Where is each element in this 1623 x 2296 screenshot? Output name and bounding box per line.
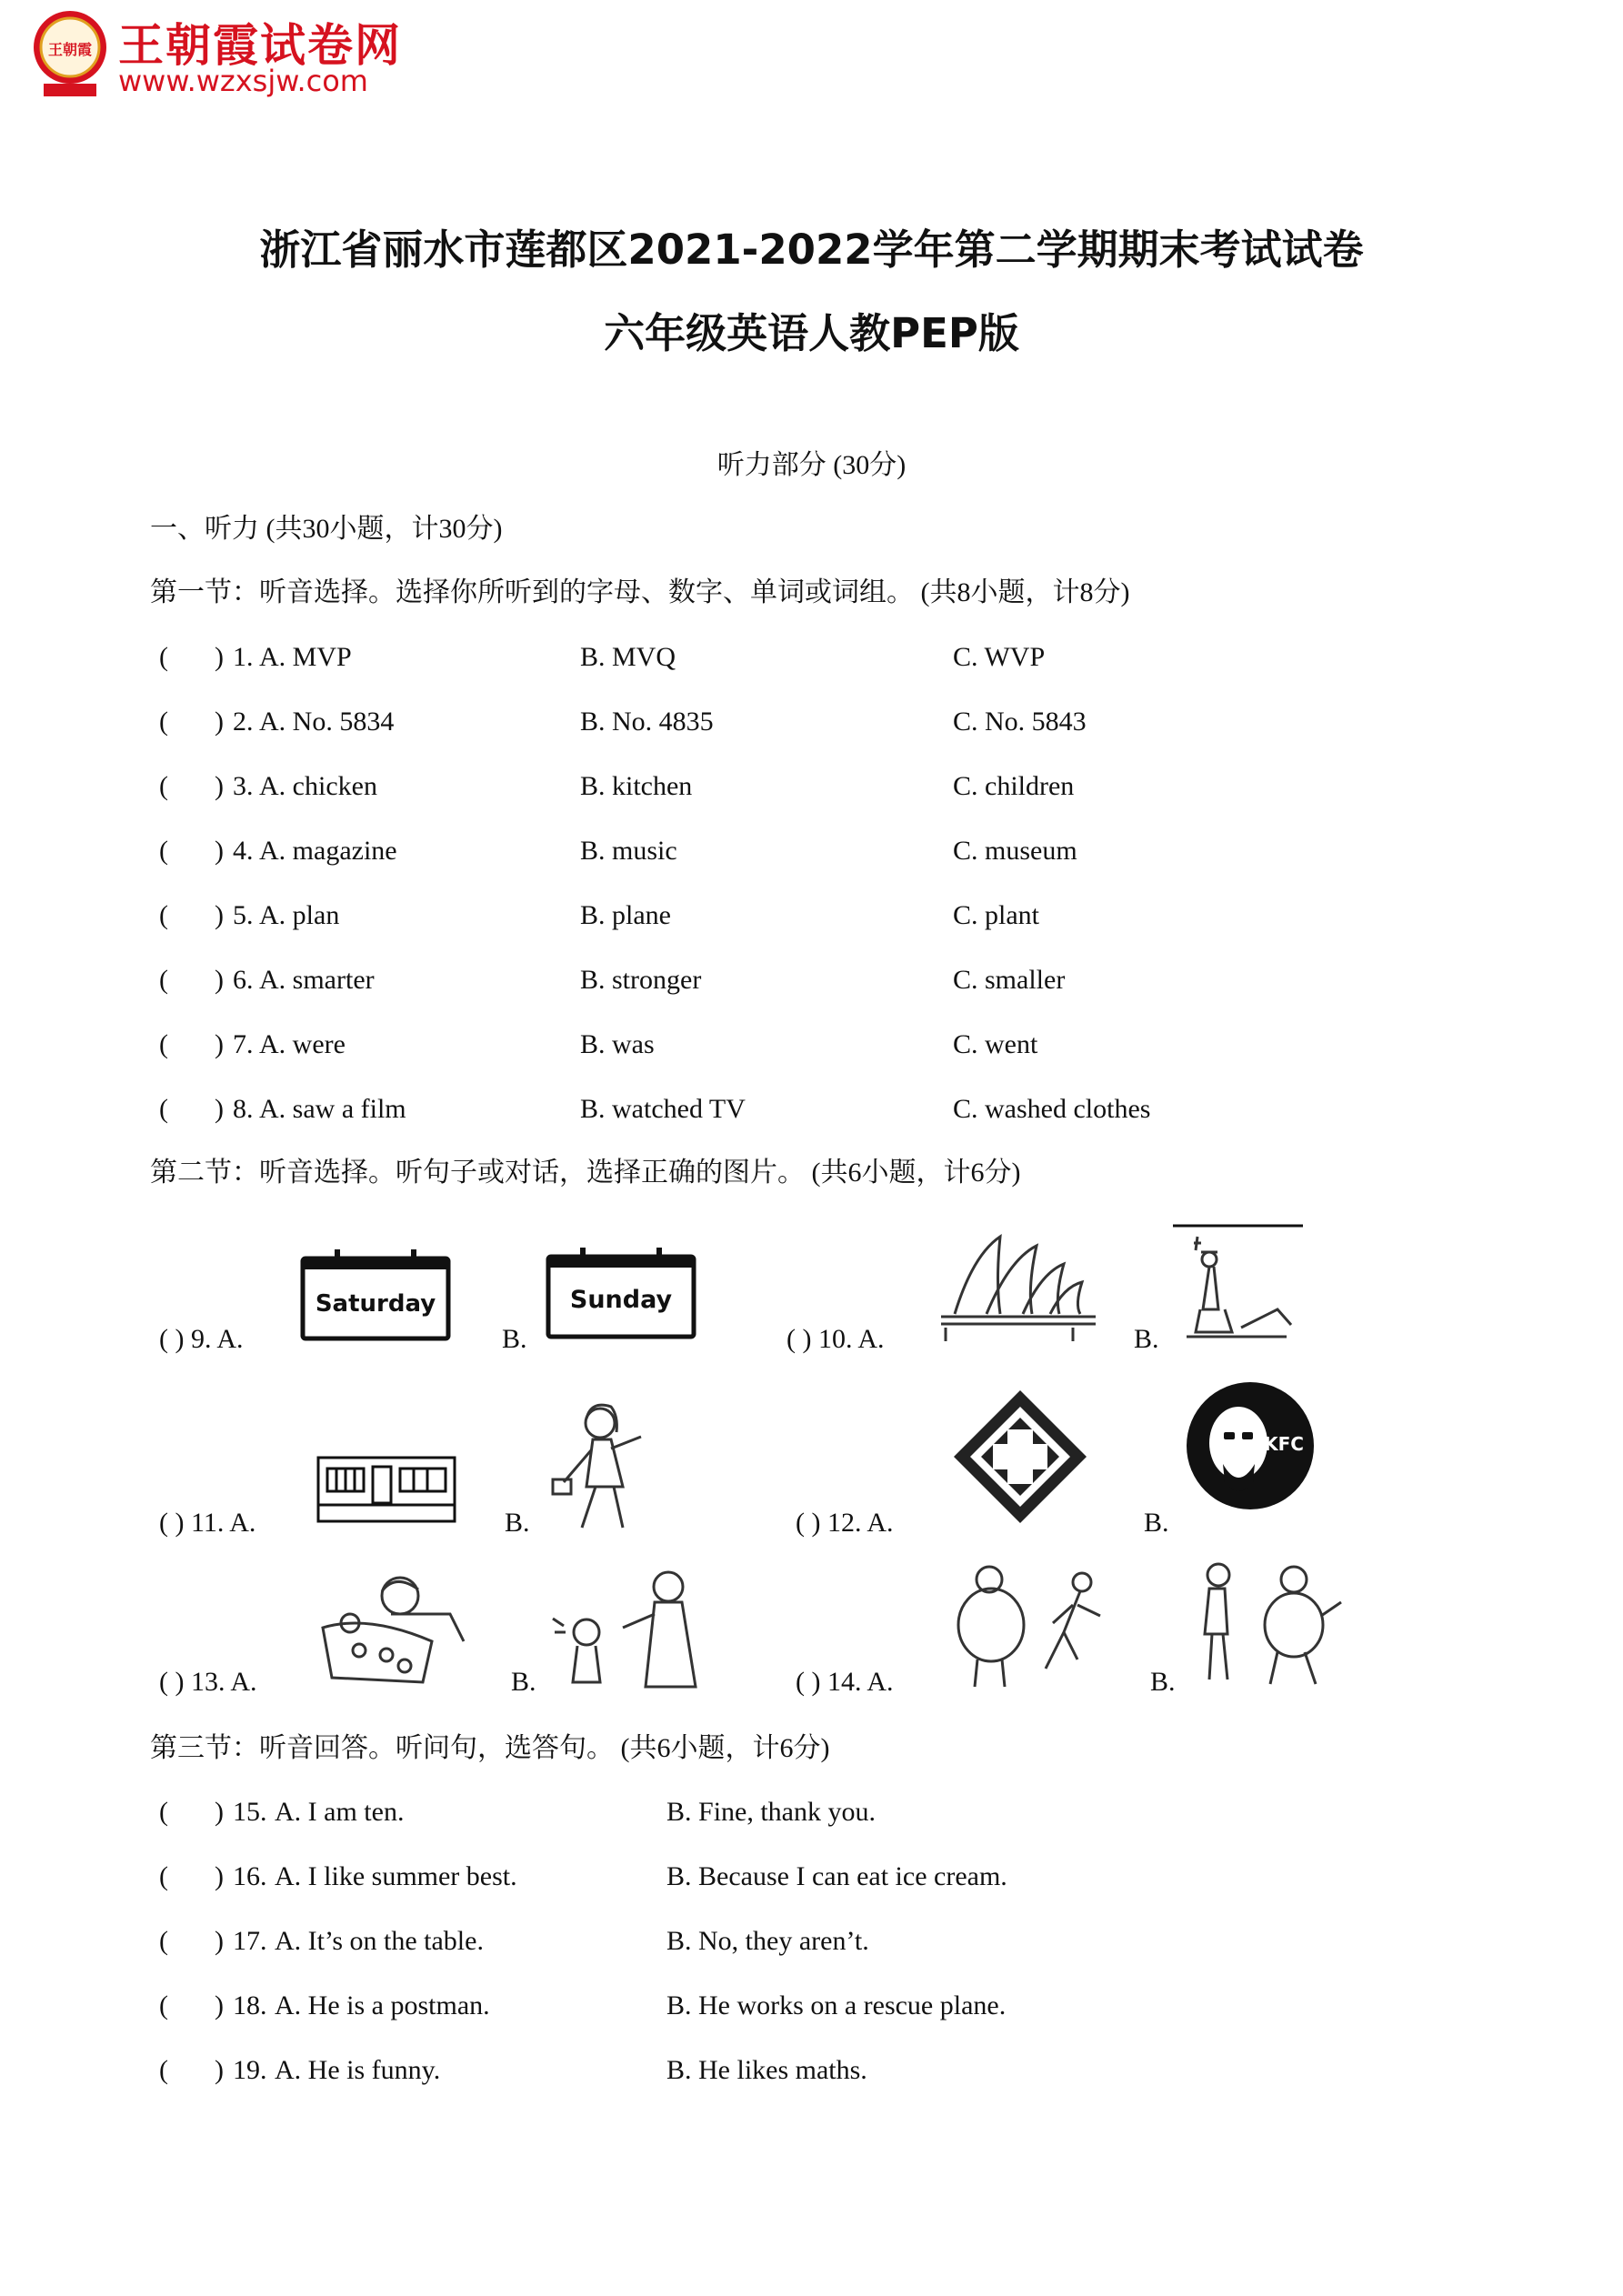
calendar-sunday-picture: [546, 1246, 698, 1341]
brand-url[interactable]: www.wzxsjw.com: [118, 64, 368, 98]
picture-question-label[interactable]: ( ) 14. A.: [796, 1667, 894, 1697]
answer-paren-open[interactable]: (: [159, 1861, 168, 1891]
part2-heading: 第二节：听音选择。听句子或对话，选择正确的图片。 (共6小题，计6分): [150, 1158, 1021, 1188]
option-b: B. He works on a rescue plane.: [666, 1990, 1007, 2020]
question-number: 19.: [233, 2055, 267, 2085]
answer-paren-open[interactable]: (: [159, 965, 168, 995]
question-number: 4.: [233, 836, 254, 866]
answer-paren-open[interactable]: (: [159, 707, 168, 737]
brand-name: 王朝霞试卷网: [118, 19, 402, 72]
answer-paren-close: ): [215, 900, 224, 930]
question-number: 18.: [233, 1990, 267, 2020]
answer-paren-open[interactable]: (: [159, 1797, 168, 1827]
answer-paren-close: ): [215, 1990, 224, 2020]
answer-paren-close: ): [215, 965, 224, 995]
answer-paren-open[interactable]: (: [159, 900, 168, 930]
question-number: 15.: [233, 1797, 267, 1827]
option-b-label[interactable]: B.: [505, 1508, 530, 1538]
option-b: B. Because I can eat ice cream.: [666, 1861, 1007, 1891]
answer-paren-open[interactable]: (: [159, 1990, 168, 2020]
statue-of-liberty-picture: [1168, 1223, 1305, 1346]
option-b: B. watched TV: [580, 1094, 746, 1124]
picture-question-label[interactable]: ( ) 9. A.: [159, 1324, 244, 1354]
question-number: 5.: [233, 900, 254, 930]
question-number: 1.: [233, 642, 254, 672]
answer-paren-open[interactable]: (: [159, 1029, 168, 1059]
mother-child-bed-picture: [314, 1564, 473, 1691]
option-a: A. plan: [259, 900, 340, 930]
question-number: 7.: [233, 1029, 254, 1059]
option-a: A. chicken: [259, 771, 377, 801]
answer-paren-open[interactable]: (: [159, 1926, 168, 1956]
site-logo: [27, 7, 409, 103]
kfc-text: KFC: [1264, 1433, 1304, 1455]
option-a: A. He is a postman.: [275, 1990, 490, 2020]
hospital-cross-picture: [950, 1387, 1091, 1528]
option-b: B. stronger: [580, 965, 702, 995]
answer-paren-close: ): [215, 836, 224, 866]
calendar-saturday-picture: [300, 1248, 453, 1343]
option-b: B. No, they aren’t.: [666, 1926, 869, 1956]
answer-paren-close: ): [215, 1926, 224, 1956]
option-a: A. smarter: [259, 965, 375, 995]
mother-scolding-child-picture: [546, 1564, 718, 1691]
option-c: C. children: [953, 771, 1075, 801]
thin-man-and-woman-picture: [1187, 1557, 1350, 1691]
answer-paren-open[interactable]: (: [159, 2055, 168, 2085]
option-a: A. It’s on the table.: [275, 1926, 484, 1956]
option-b: B. kitchen: [580, 771, 693, 801]
option-a: A. saw a film: [259, 1094, 406, 1124]
option-c: C. No. 5843: [953, 707, 1087, 737]
picture-question-label[interactable]: ( ) 10. A.: [786, 1324, 885, 1354]
option-b: B. MVQ: [580, 642, 676, 672]
picture-question-label[interactable]: ( ) 11. A.: [159, 1508, 256, 1538]
option-a: A. I am ten.: [275, 1797, 405, 1827]
exam-title: 浙江省丽水市莲都区2021-2022学年第二学期期末考试试卷: [259, 226, 1364, 274]
answer-paren-close: ): [215, 642, 224, 672]
sydney-opera-house-picture: [937, 1228, 1100, 1346]
answer-paren-open[interactable]: (: [159, 642, 168, 672]
section-one-heading: 一、听力 (共30小题，计30分): [150, 514, 503, 544]
kfc-logo-picture: [1182, 1378, 1318, 1519]
question-number: 2.: [233, 707, 254, 737]
train-picture: [314, 1450, 459, 1528]
question-number: 8.: [233, 1094, 254, 1124]
option-c: C. plant: [953, 900, 1039, 930]
option-b: B. music: [580, 836, 677, 866]
option-b: B. plane: [580, 900, 671, 930]
seal-text: 王朝霞: [47, 41, 93, 58]
picture-question-label[interactable]: ( ) 13. A.: [159, 1667, 257, 1697]
part3-heading: 第三节：听音回答。听问句，选答句。 (共6小题，计6分): [150, 1733, 830, 1763]
woman-walking-picture: [536, 1396, 673, 1537]
option-b: B. was: [580, 1029, 655, 1059]
calendar-saturday-text: Saturday: [315, 1290, 436, 1318]
option-c: C. washed clothes: [953, 1094, 1151, 1124]
answer-paren-close: ): [215, 1029, 224, 1059]
answer-paren-open[interactable]: (: [159, 771, 168, 801]
option-c: C. went: [953, 1029, 1038, 1059]
option-a: A. No. 5834: [259, 707, 395, 737]
option-c: C. smaller: [953, 965, 1066, 995]
answer-paren-open[interactable]: (: [159, 836, 168, 866]
option-b: B. He likes maths.: [666, 2055, 867, 2085]
answer-paren-open[interactable]: (: [159, 1094, 168, 1124]
answer-paren-close: ): [215, 2055, 224, 2085]
question-number: 6.: [233, 965, 254, 995]
option-b-label[interactable]: B.: [502, 1324, 527, 1354]
option-a: A. I like summer best.: [275, 1861, 517, 1891]
option-b-label[interactable]: B.: [1144, 1508, 1169, 1538]
calendar-sunday-text: Sunday: [569, 1286, 673, 1314]
option-c: C. museum: [953, 836, 1077, 866]
fat-man-and-runner-picture: [946, 1559, 1109, 1691]
option-a: A. magazine: [259, 836, 397, 866]
question-number: 17.: [233, 1926, 267, 1956]
option-b-label[interactable]: B.: [511, 1667, 536, 1697]
answer-paren-close: ): [215, 1797, 224, 1827]
exam-subtitle: 六年级英语人教PEP版: [604, 309, 1019, 357]
option-b: B. Fine, thank you.: [666, 1797, 876, 1827]
answer-paren-close: ): [215, 1861, 224, 1891]
answer-paren-close: ): [215, 771, 224, 801]
part1-heading: 第一节：听音选择。选择你所听到的字母、数字、单词或词组。 (共8小题，计8分): [150, 577, 1130, 607]
answer-paren-close: ): [215, 707, 224, 737]
seal-icon: [27, 7, 114, 98]
picture-question-label[interactable]: ( ) 12. A.: [796, 1508, 894, 1538]
listening-part-heading: 听力部分 (30分): [716, 450, 907, 480]
option-b-label[interactable]: B.: [1150, 1667, 1176, 1697]
option-c: C. WVP: [953, 642, 1046, 672]
answer-paren-close: ): [215, 1094, 224, 1124]
option-a: A. were: [259, 1029, 346, 1059]
option-a: A. He is funny.: [275, 2055, 441, 2085]
question-number: 16.: [233, 1861, 267, 1891]
question-number: 3.: [233, 771, 254, 801]
option-b: B. No. 4835: [580, 707, 714, 737]
option-a: A. MVP: [259, 642, 352, 672]
option-b-label[interactable]: B.: [1134, 1324, 1159, 1354]
